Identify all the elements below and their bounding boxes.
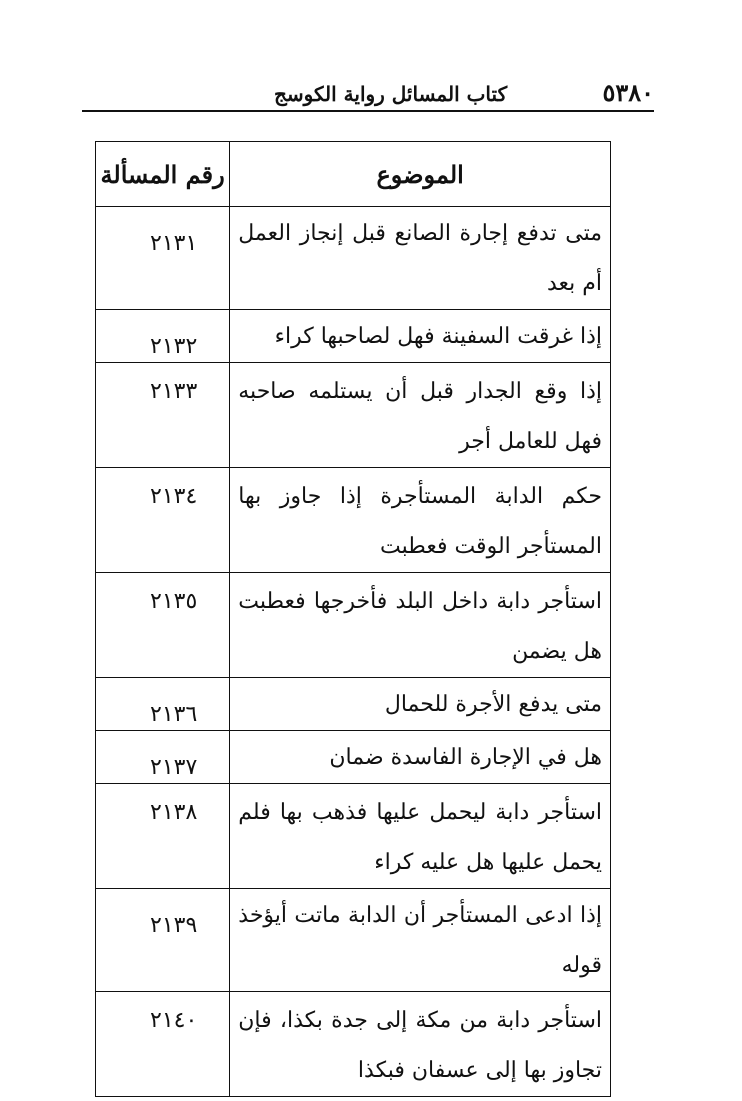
topic-cell: هل في الإجارة الفاسدة ضمان xyxy=(230,731,611,784)
number-cell: ٢١٣٩ xyxy=(96,889,230,992)
number-cell: ٢١٣٨ xyxy=(96,784,230,889)
number-cell: ٢١٣٤ xyxy=(96,468,230,573)
table-header-row xyxy=(96,142,611,207)
number-cell: ٢١٣١ xyxy=(96,207,230,310)
topic-cell: إذا وقع الجدار قبل أن يستلمه صاحبه فهل للعامل أجر xyxy=(230,363,611,468)
topic-cell: استأجر دابة ليحمل عليها فذهب بها فلم يحمل عليها هل عليه كراء xyxy=(230,784,611,889)
topic-cell: متى يدفع الأجرة للحمال xyxy=(230,678,611,731)
table-row xyxy=(96,889,611,992)
topic-cell: حكم الدابة المستأجرة إذا جاوز بها المستأجر الوقت فعطبت xyxy=(230,468,611,573)
number-cell: ٢١٤٠ xyxy=(96,992,230,1097)
table-row xyxy=(96,310,611,363)
topic-cell: متى تدفع إجارة الصانع قبل إنجاز العمل أم بعد xyxy=(230,207,611,310)
number-cell: ٢١٣٢ xyxy=(96,310,230,363)
page-number: ٥٣٨٠ xyxy=(602,78,654,107)
topic-cell: استأجر دابة داخل البلد فأخرجها فعطبت هل يضمن xyxy=(230,573,611,678)
number-column-header: رقم المسألة xyxy=(96,142,230,207)
table-row xyxy=(96,784,611,889)
table-row xyxy=(96,573,611,678)
number-cell: ٢١٣٥ xyxy=(96,573,230,678)
topic-column-header: الموضوع xyxy=(230,142,611,207)
table-row xyxy=(96,468,611,573)
topics-index-table xyxy=(95,141,611,1097)
number-cell: ٢١٣٣ xyxy=(96,363,230,468)
table-row xyxy=(96,678,611,731)
book-title: كتاب المسائل رواية الكوسج xyxy=(274,82,508,106)
topic-cell: إذا غرقت السفينة فهل لصاحبها كراء xyxy=(230,310,611,363)
topic-cell: استأجر دابة من مكة إلى جدة بكذا، فإن تجاوز بها إلى عسفان فبكذا xyxy=(230,992,611,1097)
page-header xyxy=(82,70,654,112)
topic-cell: إذا ادعى المستأجر أن الدابة ماتت أيؤخذ قوله xyxy=(230,889,611,992)
table-row xyxy=(96,207,611,310)
table-row xyxy=(96,731,611,784)
table-row xyxy=(96,363,611,468)
number-cell: ٢١٣٦ xyxy=(96,678,230,731)
number-cell: ٢١٣٧ xyxy=(96,731,230,784)
table-row xyxy=(96,992,611,1097)
